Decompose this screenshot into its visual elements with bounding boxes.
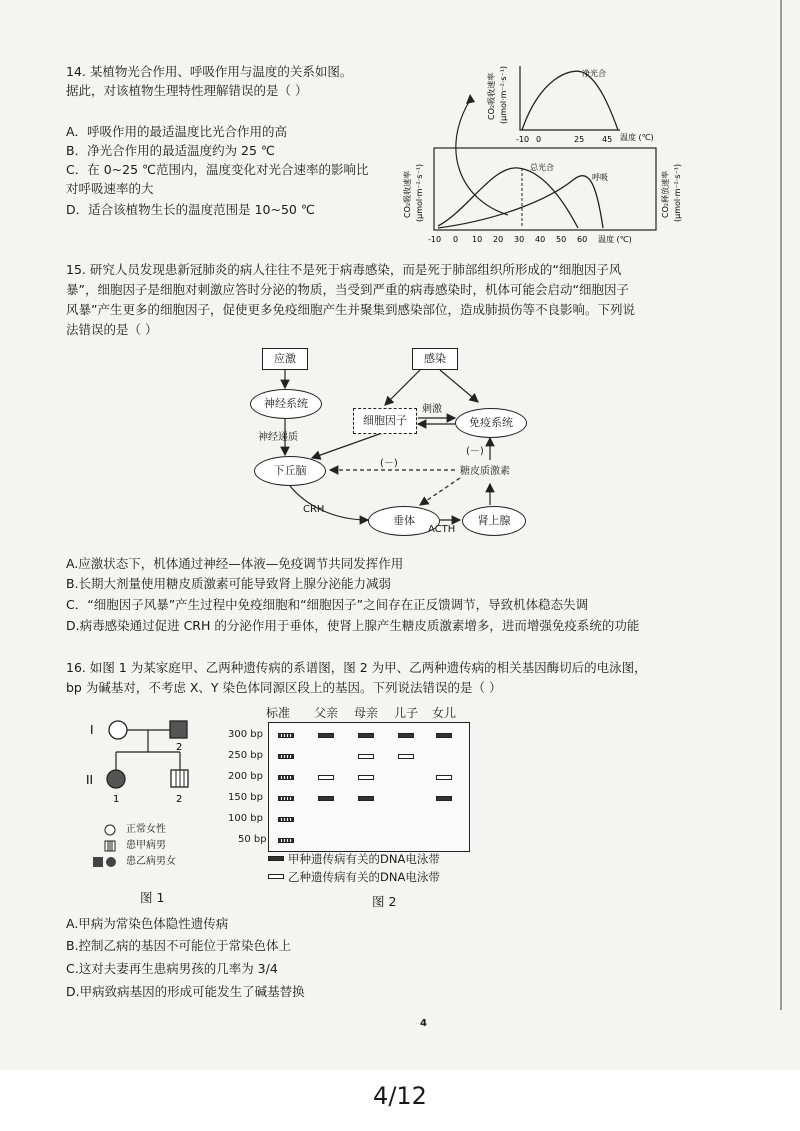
inhibit-label-2: (－) — [466, 446, 484, 457]
mother-band-150 — [358, 796, 374, 801]
bottom-tick-20: 20 — [493, 235, 504, 244]
father-band-300 — [318, 733, 334, 738]
legend-disease-a-male-icon — [104, 840, 116, 852]
q14-stem-line2: 据此，对该植物生理特性理解错误的是（ ） — [66, 83, 308, 98]
hypothalamus-node: 下丘脑 — [254, 456, 326, 486]
top-tick-45: 45 — [602, 135, 613, 144]
gross-curve-label: 总光合 — [530, 163, 554, 172]
acth-label: ACTH — [428, 524, 456, 535]
lane-father: 父亲 — [314, 706, 339, 720]
top-tick-25: 25 — [574, 135, 585, 144]
lane-standard: 标准 — [266, 706, 291, 720]
q14-option-c-cont: 对呼吸速率的大 — [66, 181, 154, 196]
bottom-yunit-left: (μmol·m⁻²·s⁻¹) — [415, 163, 424, 222]
bottom-xlabel: 温度 (℃) — [598, 235, 632, 244]
q14-option-d: D．适合该植物生长的温度范围是 10~50 ℃ — [66, 202, 315, 217]
bottom-tick-40: 40 — [535, 235, 546, 244]
q15-option-c: C．“细胞因子风暴”产生过程中免疫细胞和“细胞因子”之间存在正反馈调节，导致机体稳态失调 — [66, 597, 589, 612]
bottom-tick-60: 60 — [577, 235, 588, 244]
bottom-tick-50: 50 — [556, 235, 567, 244]
mother-band-300 — [358, 733, 374, 738]
gel-legend-light-swatch — [268, 874, 284, 879]
std-band-150 — [278, 796, 294, 801]
stress-node: 应激 — [262, 348, 308, 370]
q14-option-c: C．在 0~25 ℃范围内，温度变化对光合速率的影响比 — [66, 162, 369, 177]
father-band-200 — [318, 775, 334, 780]
gel-legend-disease-b: 乙种遗传病有关的DNA电泳带 — [288, 870, 440, 884]
figure2-caption: 图 2 — [372, 894, 397, 909]
std-band-250 — [278, 754, 294, 759]
bottom-tick-0: 0 — [453, 235, 459, 244]
top-curve-label: 净光合 — [582, 69, 606, 78]
pedigree-chart — [80, 712, 220, 822]
top-tick-neg10: -10 — [516, 135, 530, 144]
daughter-band-200 — [436, 775, 452, 780]
printed-page-number: 4 — [420, 1018, 427, 1029]
bottom-ylabel-right: CO₂释放速率 — [661, 170, 670, 218]
pedigree-ii-1-number: 1 — [113, 794, 120, 805]
father-band-150 — [318, 796, 334, 801]
nervous-system-node: 神经系统 — [250, 389, 322, 419]
q15-stem-line2: 暴”，细胞因子是细胞对刺激应答时分泌的物质，当受到严重的病毒感染时，机体可能会启动“细胞因子 — [66, 282, 629, 297]
q14-stem-line1: 14. 某植物光合作用、呼吸作用与温度的关系如图。 — [66, 64, 353, 79]
q16-option-b: B.控制乙病的基因不可能位于常染色体上 — [66, 938, 292, 953]
q15-option-d: D.病毒感染通过促进 CRH 的分泌作用于垂体，使肾上腺产生糖皮质激素增多，进而增强免疫系统的功能 — [66, 618, 640, 633]
page-counter: 4/12 — [373, 1082, 427, 1110]
stimulate-label: 刺激 — [422, 404, 442, 415]
gel-frame — [268, 722, 470, 852]
figure1-caption: 图 1 — [140, 890, 165, 905]
std-band-300 — [278, 733, 294, 738]
infection-node: 感染 — [412, 348, 458, 370]
q15-stem-line1: 15. 研究人员发现患新冠肺炎的病人往往不是死于病毒感染，而是死于肺部组织所形成的“细胞因子风 — [66, 262, 622, 277]
daughter-band-300 — [436, 733, 452, 738]
son-band-250 — [398, 754, 414, 759]
daughter-band-150 — [436, 796, 452, 801]
size-300: 300 bp — [228, 729, 263, 740]
adrenal-node: 肾上腺 — [462, 506, 526, 536]
q15-option-b: B.长期大剂量使用糖皮质激素可能导致肾上腺分泌能力减弱 — [66, 576, 392, 591]
q15-stem-line3: 风暴”产生更多的细胞因子，促使更多免疫细胞产生并聚集到感染部位，造成肺损伤等不良影响。下列说 — [66, 302, 635, 317]
size-200: 200 bp — [228, 771, 263, 782]
legend-disease-a-male: 患甲病男 — [126, 840, 166, 851]
inhibit-label-1: (－) — [380, 458, 398, 469]
legend-normal-female: 正常女性 — [126, 824, 166, 835]
top-yunit: (μmol·m⁻²·s⁻¹) — [499, 65, 508, 124]
q16-stem-line2: bp 为碱基对，不考虑 X、Y 染色体同源区段上的基因。下列说法错误的是（ ） — [66, 680, 502, 695]
immune-system-node: 免疫系统 — [455, 408, 527, 438]
bottom-ylabel-left: CO₂吸收速率 — [403, 170, 412, 218]
std-band-100 — [278, 817, 294, 822]
mother-band-200 — [358, 775, 374, 780]
q15-flow-arrows — [0, 0, 800, 560]
pedigree-i-2-number: 2 — [176, 742, 183, 753]
legend-normal-female-icon — [104, 824, 116, 836]
pedigree-i1-normal-female — [109, 721, 127, 739]
respiration-curve-label: 呼吸 — [592, 173, 608, 182]
size-250: 250 bp — [228, 750, 263, 761]
size-150: 150 bp — [228, 792, 263, 803]
size-100: 100 bp — [228, 813, 263, 824]
lane-mother: 母亲 — [354, 706, 379, 720]
pedigree-ii1-affected-female — [107, 770, 125, 788]
q14-option-b: B．净光合作用的最适温度约为 25 ℃ — [66, 143, 275, 158]
mother-band-250 — [358, 754, 374, 759]
neurotransmitter-label: 神经递质 — [258, 432, 298, 443]
bottom-tick-10: 10 — [472, 235, 483, 244]
gen-ii-label: II — [86, 773, 94, 787]
q16-option-a: A.甲病为常染色体隐性遗传病 — [66, 916, 229, 931]
std-band-50 — [278, 838, 294, 843]
glucocorticoid-label: 糖皮质激素 — [460, 466, 510, 477]
top-tick-0: 0 — [536, 135, 542, 144]
son-band-300 — [398, 733, 414, 738]
lane-daughter: 女儿 — [432, 706, 457, 720]
q15-option-a: A.应激状态下，机体通过神经—体液—免疫调节共同发挥作用 — [66, 556, 404, 571]
lane-son: 儿子 — [394, 706, 419, 720]
crh-label: CRH — [303, 504, 325, 515]
bottom-yunit-right: (μmol·m⁻²·s⁻¹) — [673, 163, 682, 222]
q16-option-c: C.这对夫妻再生患病男孩的几率为 3/4 — [66, 961, 278, 976]
bottom-tick-30: 30 — [514, 235, 525, 244]
gel-legend-disease-a: 甲种遗传病有关的DNA电泳带 — [288, 852, 440, 866]
top-ylabel: CO₂吸收速率 — [487, 72, 496, 120]
size-50: 50 bp — [238, 834, 267, 845]
q14-option-a: A．呼吸作用的最适温度比光合作用的高 — [66, 124, 288, 139]
legend-disease-b-icon — [92, 856, 118, 868]
gen-i-label: I — [90, 723, 94, 737]
q16-stem-line1: 16. 如图 1 为某家庭甲、乙两种遗传病的系谱图，图 2 为甲、乙两种遗传病的相关基因酶切后的电泳图， — [66, 660, 647, 675]
legend-disease-b: 患乙病男女 — [126, 856, 176, 867]
q16-option-d: D.甲病致病基因的形成可能发生了碱基替换 — [66, 984, 305, 999]
top-xlabel: 温度 (℃) — [620, 133, 654, 142]
pedigree-ii-2-number: 2 — [176, 794, 183, 805]
gel-legend-dark-swatch — [268, 856, 284, 861]
pituitary-node: 垂体 — [368, 506, 440, 536]
pedigree-i2-affected-male — [170, 721, 187, 738]
cytokine-node: 细胞因子 — [353, 408, 417, 434]
q15-stem-line4: 法错误的是（ ） — [66, 322, 158, 337]
bottom-tick-neg10: -10 — [428, 235, 442, 244]
std-band-200 — [278, 775, 294, 780]
